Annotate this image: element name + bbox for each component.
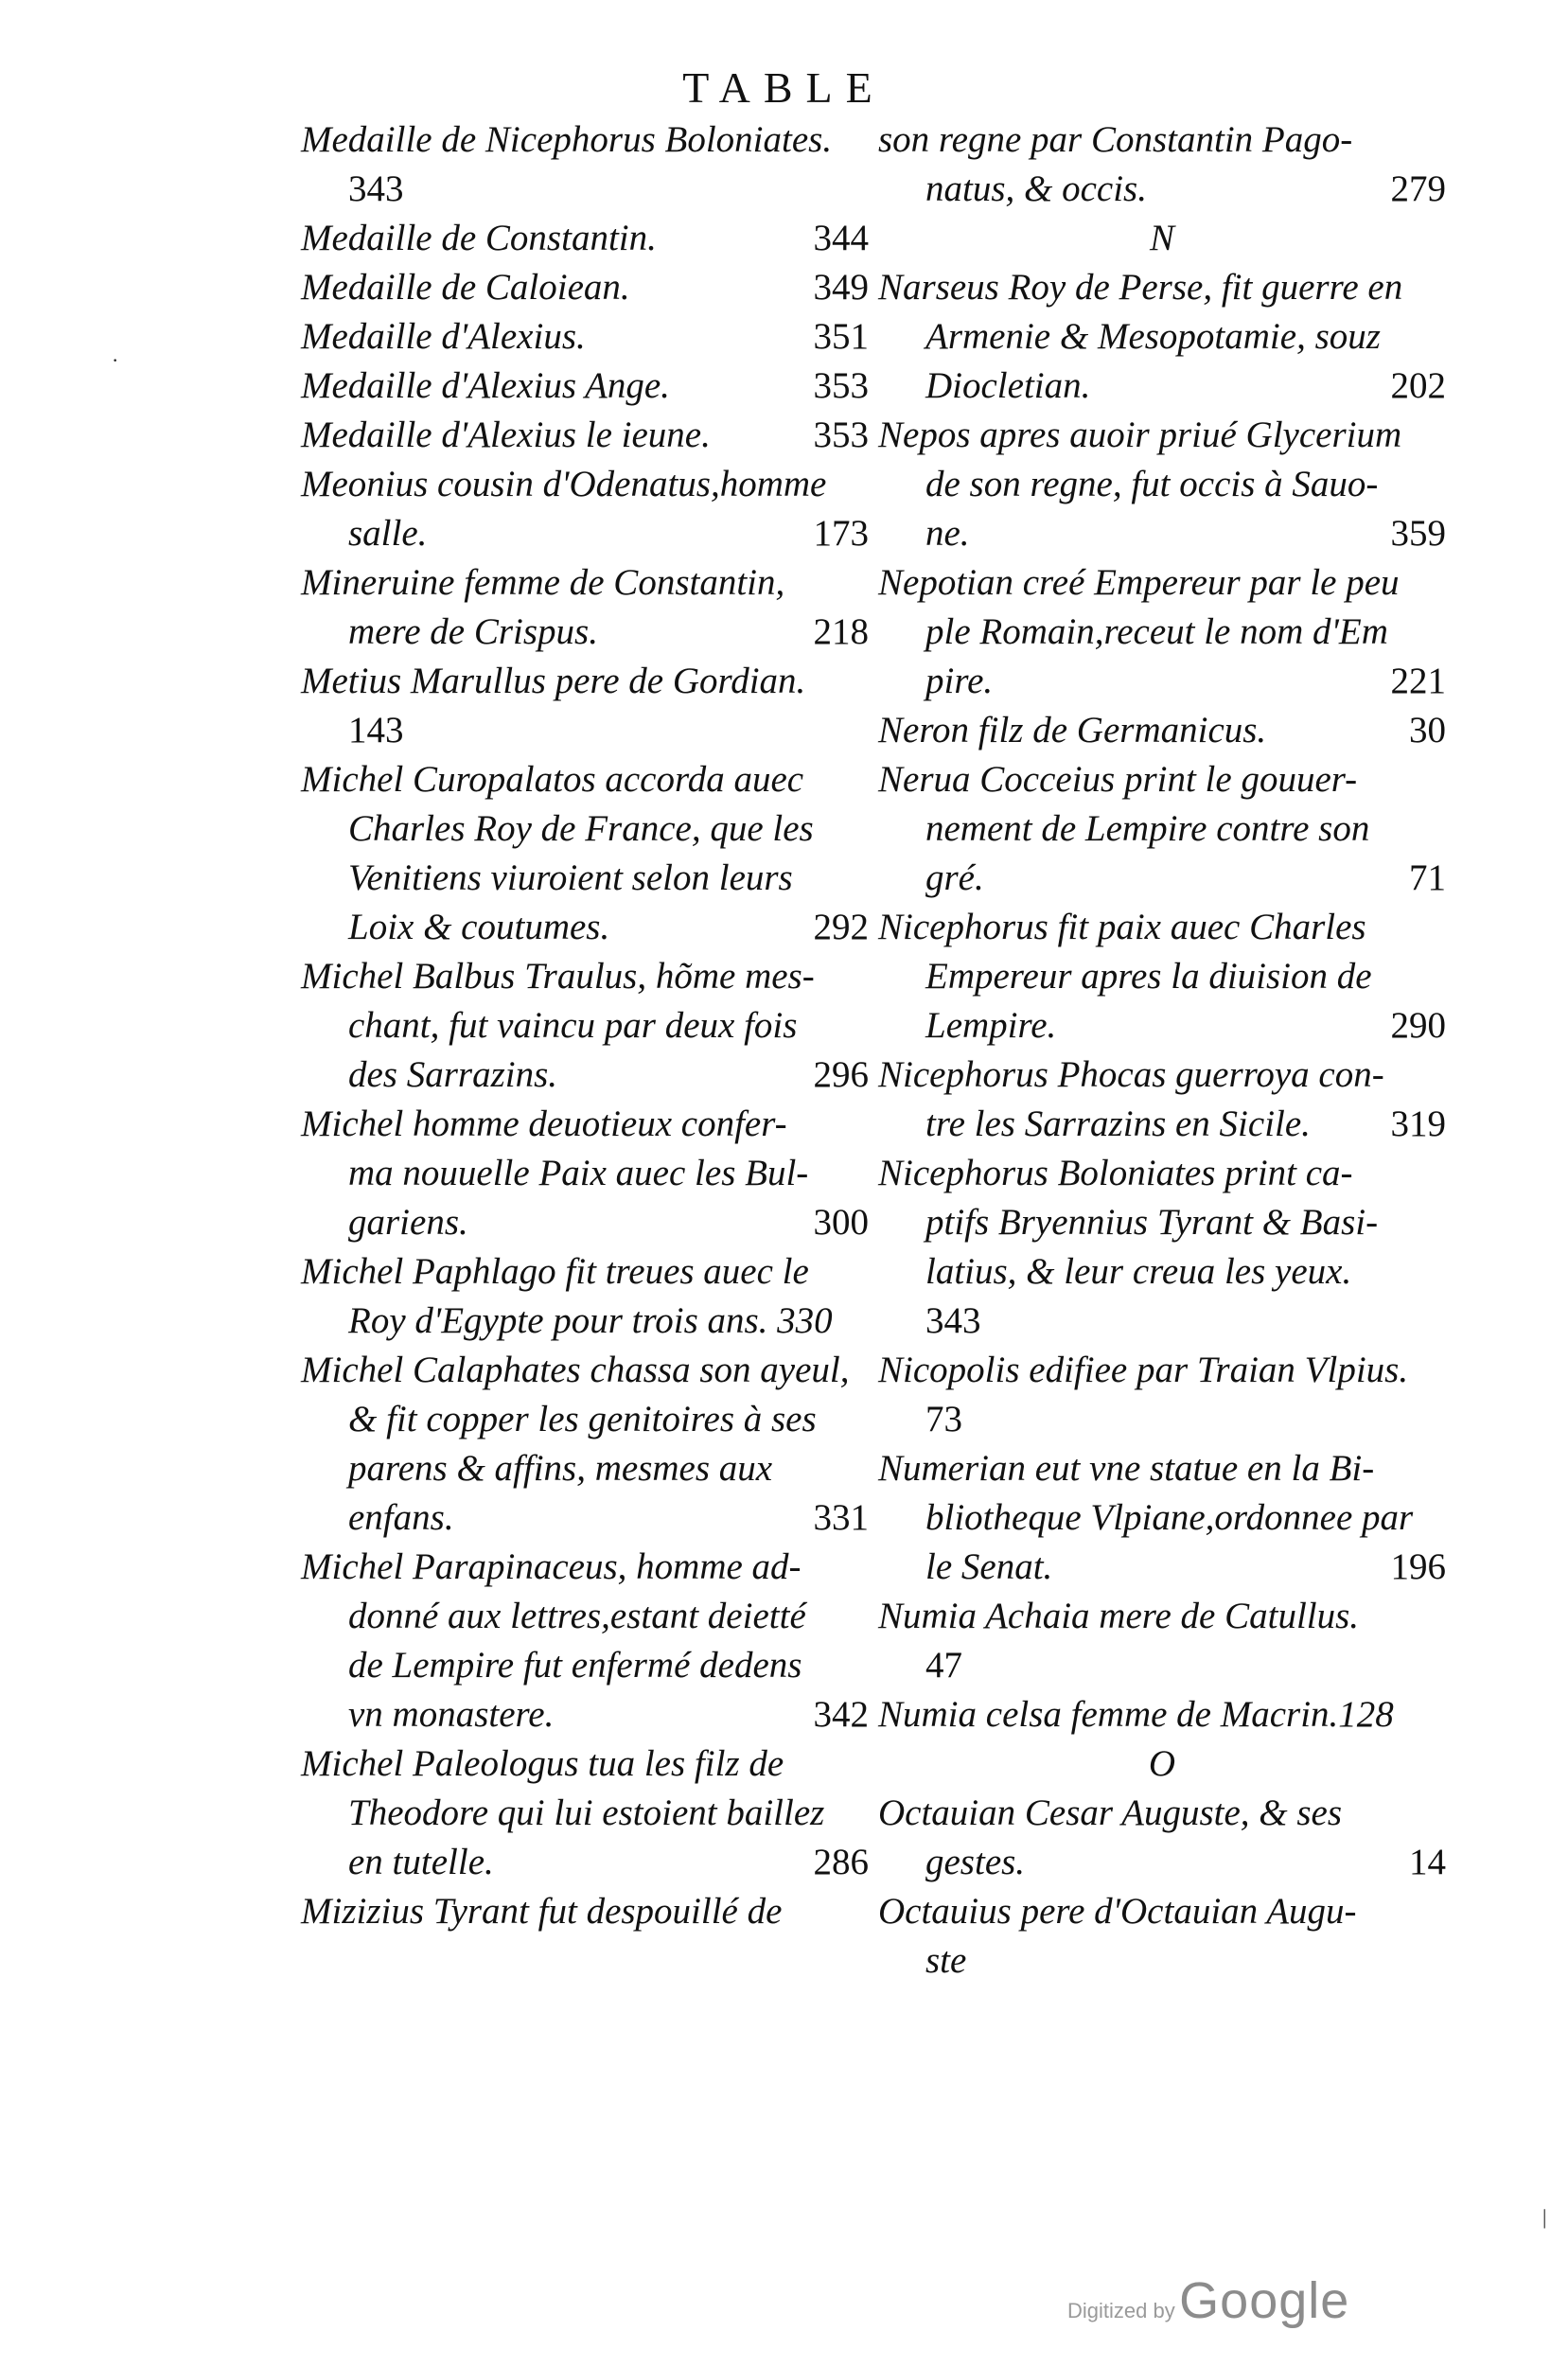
entry-text: Michel Curopalatos accorda auec (301, 759, 804, 800)
entry-text: des Sarrazins. (348, 1054, 558, 1095)
entry-line (301, 1346, 869, 1395)
entry-line (878, 1493, 1446, 1543)
entry-line (301, 460, 869, 509)
page-number: 218 (813, 611, 869, 652)
entry-text: Nepotian creé Empereur par le peu (878, 562, 1400, 603)
entry-text: enfans. (348, 1497, 454, 1538)
page-number: 344 (813, 218, 869, 258)
page-number: 290 (1390, 1005, 1446, 1046)
entry-line (301, 411, 869, 460)
entry-text: Michel Calaphates chassa son ayeul, (301, 1350, 850, 1390)
page-number: 343 (348, 168, 404, 209)
entry-text: Lempire. (925, 1005, 1057, 1046)
page-number: 286 (813, 1842, 869, 1882)
entry-line (878, 1247, 1446, 1297)
entry-line (301, 214, 869, 263)
entry-line (878, 165, 1446, 214)
index-entry (301, 755, 869, 952)
entry-text: Medaille d'Alexius Ange. (301, 365, 670, 406)
index-entry (878, 411, 1446, 558)
entry-text: Numia Achaia mere de Catullus. (878, 1596, 1360, 1636)
page-number: 296 (813, 1054, 869, 1095)
entry-line (878, 1789, 1446, 1838)
stray-mark: · (112, 348, 119, 372)
index-entry (301, 411, 869, 460)
entry-text: Michel Parapinaceus, homme ad- (301, 1546, 802, 1587)
entry-text: & fit copper les genitoires à ses (348, 1399, 817, 1439)
entry-line (301, 1739, 869, 1789)
page-number: 173 (813, 513, 869, 554)
entry-text: vn monastere. (348, 1694, 555, 1735)
index-entry (301, 657, 869, 755)
entry-text: Octauius pere d'Octauian Augu- (878, 1891, 1357, 1932)
index-entry (878, 1789, 1446, 1887)
entry-text: Mizizius Tyrant fut despouillé de (301, 1891, 783, 1932)
entry-line (878, 1543, 1446, 1592)
page-number: 143 (348, 710, 404, 750)
entry-line (301, 804, 869, 854)
index-entry (878, 903, 1446, 1051)
entry-text: ma nouuelle Paix auec les Bul- (348, 1153, 809, 1193)
entry-text: Medaille de Nicephorus Boloniates. (301, 119, 833, 160)
page-number: 331 (813, 1497, 869, 1538)
index-entry (878, 1444, 1446, 1592)
page-number: 73 (925, 1399, 962, 1439)
index-entry (878, 755, 1446, 903)
google-logo: Google (1179, 2272, 1350, 2329)
entry-line (301, 755, 869, 804)
entry-text: Nicopolis edifiee par Traian Vlpius. (878, 1350, 1409, 1390)
entry-text: Michel Balbus Traulus, hõme mes- (301, 956, 815, 997)
digitized-by-label: Digitized by (1067, 2299, 1175, 2322)
entry-text: Diocletian. (925, 365, 1091, 406)
page-number: 292 (813, 907, 869, 947)
entry-line (878, 263, 1446, 312)
entry-line (878, 1936, 1446, 1986)
entry-text: le Senat. (925, 1546, 1053, 1587)
entry-line (301, 312, 869, 362)
page-number: 202 (1390, 365, 1446, 406)
index-entry (301, 1739, 869, 1887)
entry-line (878, 411, 1446, 460)
entry-line (301, 1247, 869, 1297)
entry-text: Nicephorus Boloniates print ca- (878, 1153, 1353, 1193)
index-entry (301, 558, 869, 657)
entry-text: Michel homme deuotieux confer- (301, 1104, 787, 1144)
entry-line (301, 952, 869, 1001)
entry-text: donné aux lettres,estant deietté (348, 1596, 806, 1636)
index-entry (878, 1592, 1446, 1690)
entry-text: ste (925, 1940, 967, 1981)
entry-line (301, 1838, 869, 1887)
entry-text: Charles Roy de France, que les (348, 808, 814, 849)
entry-line (878, 706, 1446, 755)
entry-line (301, 1198, 869, 1247)
entry-line (878, 460, 1446, 509)
entry-line (301, 903, 869, 952)
entry-text: Nepos apres auoir priué Glycerium (878, 415, 1402, 455)
entry-text: pire. (925, 661, 994, 701)
entry-text: ple Romain,receut le nom d'Em (925, 611, 1388, 652)
section-letter: O (1148, 1743, 1176, 1784)
entry-line (878, 1051, 1446, 1100)
entry-line (878, 952, 1446, 1001)
entry-text: Mineruine femme de Constantin, (301, 562, 785, 603)
entry-text: Nerua Cocceius print le gouuer- (878, 759, 1358, 800)
index-entry (301, 1247, 869, 1346)
entry-text: Medaille de Caloiean. (301, 267, 630, 308)
index-entry (878, 558, 1446, 706)
entry-line (301, 1887, 869, 1936)
entry-text: latius, & leur creua les yeux. (925, 1251, 1352, 1292)
index-entry (301, 460, 869, 558)
index-column-right (878, 115, 1446, 1986)
entry-line (878, 755, 1446, 804)
entry-line (301, 1789, 869, 1838)
entry-text: en tutelle. (348, 1842, 494, 1882)
index-entry (878, 1149, 1446, 1346)
index-entry (301, 263, 869, 312)
entry-line (301, 558, 869, 608)
entry-line (878, 312, 1446, 362)
page-number: 353 (813, 415, 869, 455)
entry-line (878, 1838, 1446, 1887)
page-number: 349 (813, 267, 869, 308)
entry-text: Medaille d'Alexius le ieune. (301, 415, 711, 455)
entry-text: Metius Marullus pere de Gordian. (301, 661, 806, 701)
entry-line (301, 1592, 869, 1641)
entry-text: tre les Sarrazins en Sicile. (925, 1104, 1311, 1144)
entry-line (301, 115, 869, 165)
entry-line (878, 509, 1446, 558)
entry-line (878, 362, 1446, 411)
entry-text: Armenie & Mesopotamie, souz (925, 316, 1381, 357)
page-number: 300 (813, 1202, 869, 1243)
entry-line (878, 1887, 1446, 1936)
entry-text: ne. (925, 513, 970, 554)
index-entry (301, 1346, 869, 1543)
entry-line (878, 1100, 1446, 1149)
entry-line (301, 1493, 869, 1543)
entry-line (301, 1690, 869, 1739)
entry-line (301, 1297, 869, 1346)
entry-text: chant, fut vaincu par deux fois (348, 1005, 798, 1046)
page-number: 359 (1390, 513, 1446, 554)
entry-line (301, 1395, 869, 1444)
entry-line (878, 1346, 1446, 1395)
entry-text: Theodore qui lui estoient baillez (348, 1792, 825, 1833)
entry-line (301, 657, 869, 706)
index-entry (301, 1887, 869, 1936)
entry-text: Venitiens viuroient selon leurs (348, 857, 793, 898)
entry-text: Medaille d'Alexius. (301, 316, 586, 357)
index-entry (301, 1100, 869, 1247)
entry-line (301, 1001, 869, 1051)
page-number: 221 (1390, 661, 1446, 701)
entry-line (878, 1198, 1446, 1247)
entry-text: Octauian Cesar Auguste, & ses (878, 1792, 1343, 1833)
entry-text: Numia celsa femme de Macrin.128 (878, 1694, 1394, 1735)
entry-text: nement de Lempire contre son (925, 808, 1370, 849)
entry-line (301, 362, 869, 411)
entry-text: de Lempire fut enfermé dedens (348, 1645, 802, 1686)
entry-text: Loix & coutumes. (348, 907, 610, 947)
index-entry (878, 706, 1446, 755)
index-column-left (301, 115, 869, 1936)
section-letter: N (1149, 218, 1174, 258)
index-entry (878, 263, 1446, 411)
entry-line (301, 608, 869, 657)
entry-line (301, 1641, 869, 1690)
entry-text: Michel Paphlago fit treues auec le (301, 1251, 809, 1292)
index-entry (878, 115, 1446, 214)
index-entry (878, 1690, 1446, 1739)
entry-text: salle. (348, 513, 428, 554)
entry-text: Nicephorus fit paix auec Charles (878, 907, 1366, 947)
index-entry (301, 214, 869, 263)
entry-line (301, 1149, 869, 1198)
entry-text: gré. (925, 857, 984, 898)
page-header-title: TABLE (682, 63, 886, 112)
entry-text: bliotheque Vlpiane,ordonnee par (925, 1497, 1414, 1538)
entry-text: son regne par Constantin Pago- (878, 119, 1353, 160)
page-number: 353 (813, 365, 869, 406)
page-number: 30 (1409, 710, 1446, 750)
page-number: 196 (1390, 1546, 1446, 1587)
entry-text: Roy d'Egypte pour trois ans. 330 (348, 1300, 833, 1341)
entry-line (301, 1543, 869, 1592)
index-entry (878, 1887, 1446, 1986)
edge-mark: | (1542, 2205, 1547, 2229)
entry-line (878, 804, 1446, 854)
entry-text: Michel Paleologus tua les filz de (301, 1743, 784, 1784)
entry-text: ptifs Bryennius Tyrant & Basi- (925, 1202, 1379, 1243)
page-number: 319 (1390, 1104, 1446, 1144)
entry-line (301, 509, 869, 558)
entry-line (878, 1001, 1446, 1051)
entry-text: parens & affins, mesmes aux (348, 1448, 773, 1489)
entry-line (878, 1690, 1446, 1739)
index-entry (301, 952, 869, 1100)
entry-text: Nicephorus Phocas guerroya con- (878, 1054, 1384, 1095)
page-number: 342 (813, 1694, 869, 1735)
page-number: 351 (813, 316, 869, 357)
entry-line (301, 1444, 869, 1493)
entry-line (301, 263, 869, 312)
entry-text: mere de Crispus. (348, 611, 598, 652)
index-entry (878, 1346, 1446, 1444)
entry-line (301, 1100, 869, 1149)
page-number: 47 (925, 1645, 962, 1686)
entry-line (878, 854, 1446, 903)
page-number: 343 (925, 1300, 981, 1341)
entry-line (878, 1444, 1446, 1493)
entry-text: de son regne, fut occis à Sauo- (925, 464, 1379, 504)
entry-text: Numerian eut vne statue en la Bi- (878, 1448, 1375, 1489)
digitized-watermark (1067, 2271, 1349, 2330)
entry-text: Narseus Roy de Perse, fit guerre en (878, 267, 1403, 308)
index-entry (301, 115, 869, 214)
entry-text: Empereur apres la diuision de (925, 956, 1372, 997)
entry-line (301, 1051, 869, 1100)
index-entry (301, 362, 869, 411)
index-entry (878, 1051, 1446, 1149)
entry-line (878, 558, 1446, 608)
entry-text: gestes. (925, 1842, 1026, 1882)
page-number: 71 (1409, 857, 1446, 898)
entry-text: Neron filz de Germanicus. (878, 710, 1267, 750)
entry-line (878, 1149, 1446, 1198)
index-entry (301, 312, 869, 362)
entry-line (878, 1592, 1446, 1641)
entry-text: natus, & occis. (925, 168, 1147, 209)
index-entry (301, 1543, 869, 1739)
entry-line (878, 903, 1446, 952)
page-number: 14 (1409, 1842, 1446, 1882)
page-number: 279 (1390, 168, 1446, 209)
entry-line (301, 854, 869, 903)
entry-text: gariens. (348, 1202, 468, 1243)
entry-line (878, 115, 1446, 165)
entry-text: Medaille de Constantin. (301, 218, 657, 258)
entry-line (878, 608, 1446, 657)
entry-line (878, 657, 1446, 706)
entry-text: Meonius cousin d'Odenatus,homme (301, 464, 827, 504)
